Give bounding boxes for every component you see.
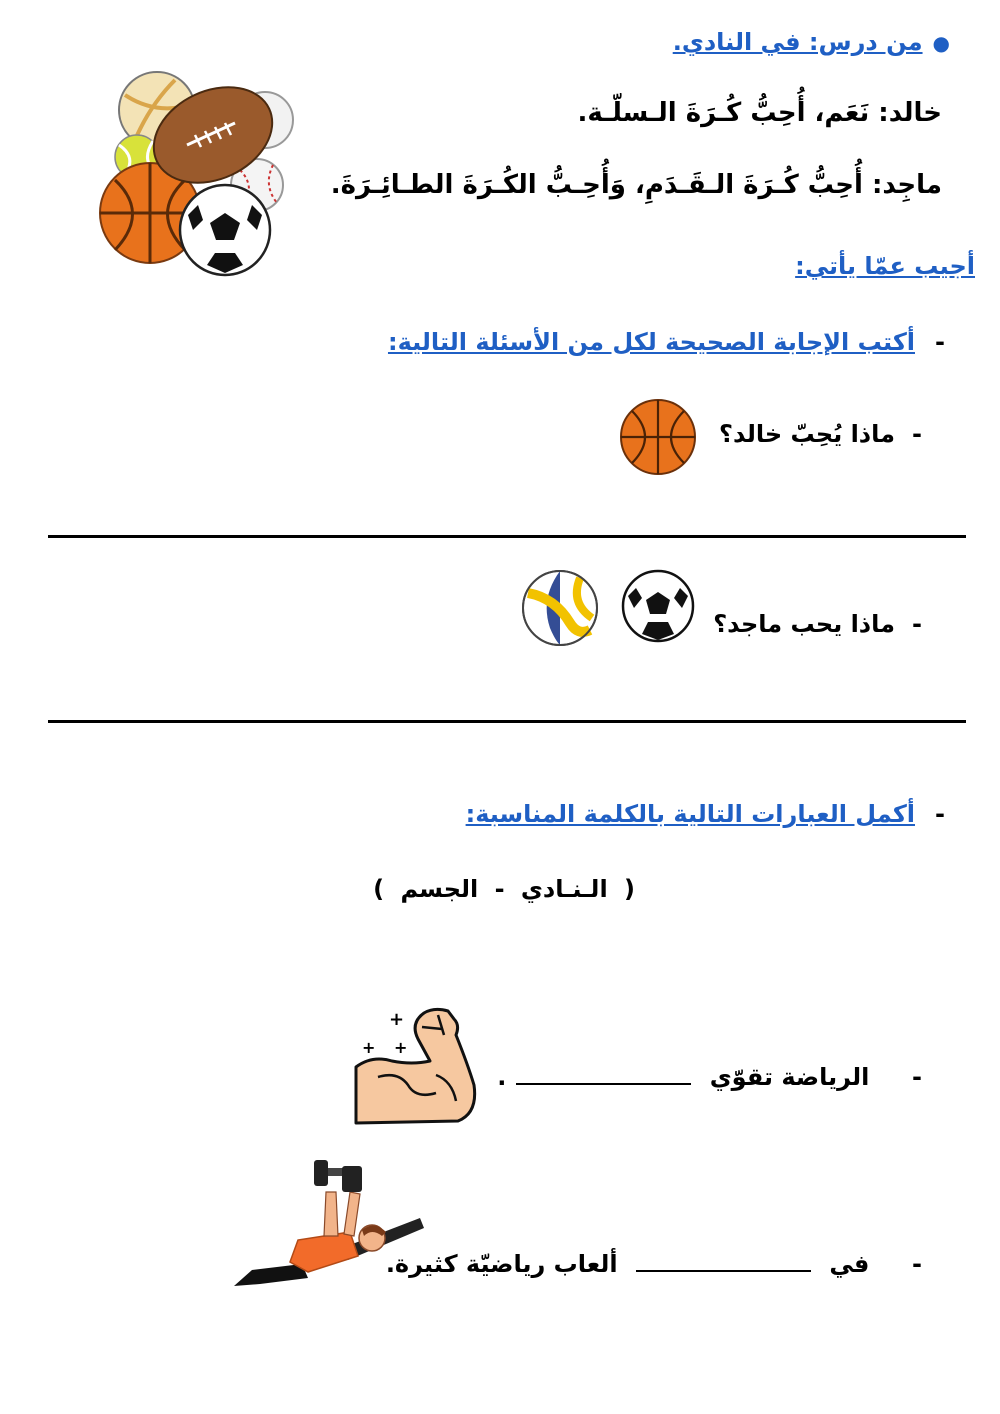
answer-line-1[interactable] [48,535,966,538]
sports-balls-icon [95,65,305,275]
flexed-arm-icon [352,1005,482,1125]
question2-dash: - [912,610,922,638]
volleyball-icon [520,568,600,648]
bench-press-icon [232,1152,432,1292]
section2-title: أكمل العبارات التالية بالكلمة المناسبة: [465,800,915,828]
bullet: ● [932,31,950,55]
sentence2-dash: - [912,1250,922,1278]
soccer-ball-icon [620,568,696,644]
lesson-title: ●من درس: في النادي. [672,28,950,56]
section2-dash: - [935,800,945,828]
dialogue-line-khaled: خالد: نَعَم، أُحِبُّ كُـرَةَ الـسلّـة. [577,98,942,128]
sentence2-before: في [829,1250,870,1278]
svg-text:+: + [394,1038,408,1057]
sentence1 [497,1063,922,1091]
answer-heading: أجيب عمّا يأتي: [795,252,975,280]
answer-line-2[interactable] [48,720,966,723]
sentence1-after: . [497,1063,507,1091]
section1-title: أكتب الإجابة الصحيحة لكل من الأسئلة التالية: [387,328,915,356]
sentence2-after: ألعاب رياضيّة كثيرة. [385,1250,618,1278]
question1-text: ماذا يُحِبّ خالد؟ [719,420,895,448]
sentence2 [386,1250,922,1278]
question2-text: ماذا يحب ماجد؟ [713,610,895,638]
sentence1-blank[interactable] [516,1083,691,1085]
basketball-icon [618,397,698,477]
section1-dash: - [935,328,945,356]
sentence1-before: الرياضة تقوّي [709,1063,870,1091]
sentence1-dash: - [912,1063,922,1091]
word-bank: ( الـنـادي - الجسم ) [373,875,635,903]
question1-dash: - [912,420,922,448]
sentence2-blank[interactable] [636,1270,811,1272]
svg-text:+: + [362,1038,376,1057]
svg-text:+: + [389,1009,405,1030]
dialogue-line-majed: ماجِد: أُحِبُّ كُـرَةَ الـقَـدَمِ، وَأُحِـبُّ الكُـرَةَ الطـائِـرَةَ. [330,170,942,200]
